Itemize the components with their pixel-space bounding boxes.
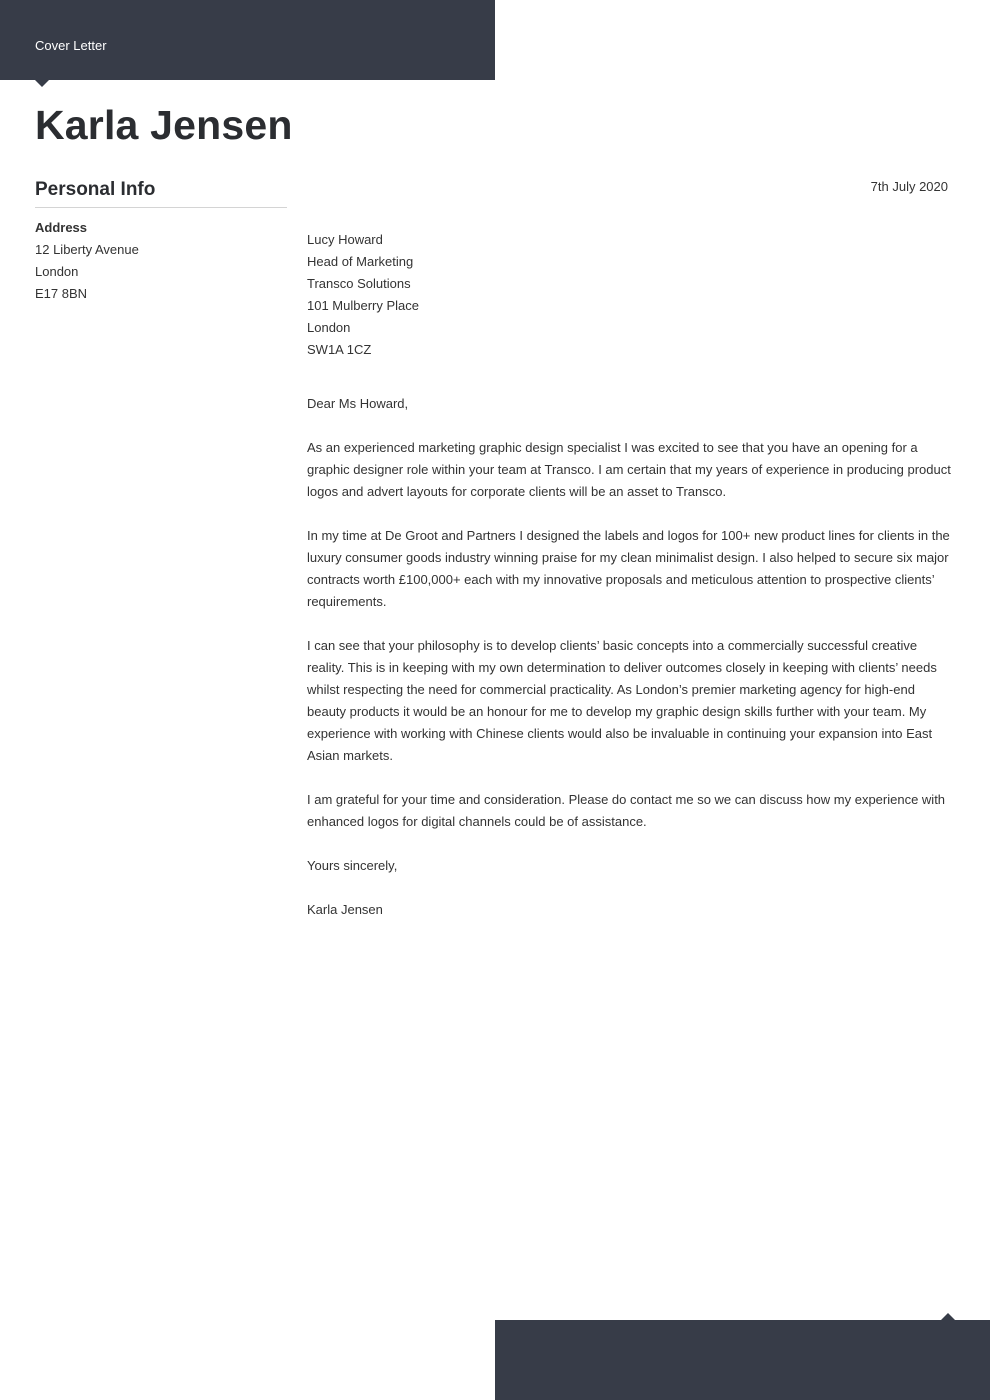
paragraph-1: As an experienced marketing graphic design specialist I was excited to see that you have an opening for a graphic designer role within your team at Transco. I am certain that my years of experience in producing product logos and advert layouts for corporate clients will be an asset to Transco. bbox=[307, 440, 951, 499]
recipient-city: London bbox=[307, 320, 351, 335]
header-notch-triangle-icon bbox=[35, 80, 49, 87]
recipient-street: 101 Mulberry Place bbox=[307, 298, 419, 313]
letter-body bbox=[307, 229, 955, 921]
address-label: Address bbox=[35, 220, 88, 235]
recipient-title: Head of Marketing bbox=[307, 254, 414, 269]
section-title: Personal Info bbox=[35, 178, 287, 208]
address-line-2: London bbox=[35, 264, 79, 279]
paragraph-3: I can see that your philosophy is to develop clients’ basic concepts into a commercially successful creative reality. This is in keeping with my own determination to deliver outcomes closely in keeping with clients’ needs whilst respecting the need for commercial practicality. As London’s premier marketing agency for high-end beauty products it would be an honour for me to develop my graphic design skills further with your team. My experience with working with Chinese clients would also be invaluable in continuing your expansion into East Asian markets. bbox=[307, 638, 937, 763]
recipient-block bbox=[307, 229, 955, 361]
document-type-label: Cover Letter bbox=[35, 38, 107, 53]
recipient-name: Lucy Howard bbox=[307, 232, 383, 247]
address-line-1: 12 Liberty Avenue bbox=[35, 242, 139, 257]
personal-info-section bbox=[35, 178, 287, 302]
footer-notch-triangle-icon bbox=[941, 1313, 955, 1320]
address-line-3: E17 8BN bbox=[35, 286, 88, 301]
paragraph-4: I am grateful for your time and consideration. Please do contact me so we can discuss how my experience with enhanced logos for digital channels could be of assistance. bbox=[307, 792, 946, 829]
header-bar bbox=[0, 0, 495, 80]
recipient-postcode: SW1A 1CZ bbox=[307, 342, 372, 357]
footer-bar bbox=[495, 1320, 990, 1400]
salutation: Dear Ms Howard, bbox=[307, 396, 409, 411]
recipient-company: Transco Solutions bbox=[307, 276, 411, 291]
applicant-name: Karla Jensen bbox=[35, 102, 293, 148]
letter-date: 7th July 2020 bbox=[870, 179, 948, 194]
closing: Yours sincerely, bbox=[307, 858, 398, 873]
paragraph-2: In my time at De Groot and Partners I designed the labels and logos for 100+ new product lines for clients in the luxury consumer goods industry winning praise for my clean minimalist design. I also helped to secure six major contracts worth £100,000+ each with my innovative proposals and meticulous attention to prospective clients’ requirements. bbox=[307, 528, 950, 609]
signature: Karla Jensen bbox=[307, 902, 383, 917]
